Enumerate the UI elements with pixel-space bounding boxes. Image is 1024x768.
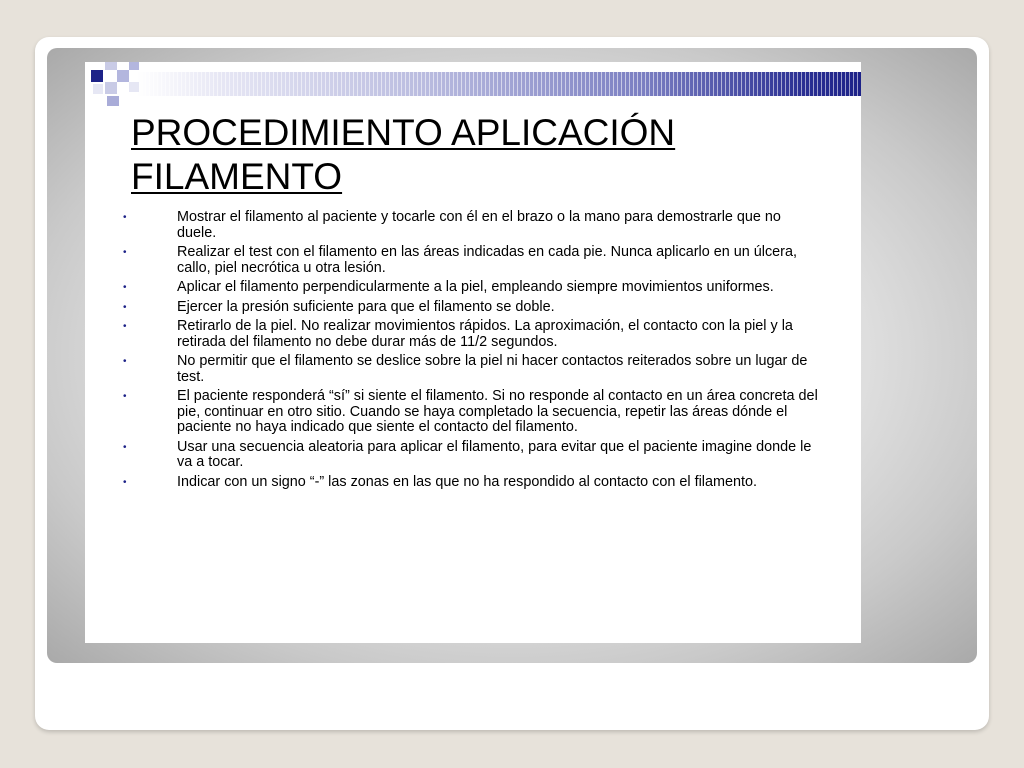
bullet-item	[121, 319, 821, 350]
bullet-icon: •	[123, 301, 127, 313]
bullet-text: Usar una secuencia aleatoria para aplicar el filamento, para evitar que el paciente imagine donde le va a tocar.	[177, 438, 812, 470]
bullet-item	[121, 354, 821, 385]
bullet-text: Indicar con un signo “-” las zonas en las que no ha respondido al contacto con el filamento.	[177, 473, 757, 490]
bullet-text: Realizar el test con el filamento en las áreas indicadas en cada pie. Nunca aplicarlo en un úlcera, callo, piel necrótica u otra lesión.	[177, 244, 797, 276]
bullet-item	[121, 210, 821, 241]
bullet-icon: •	[123, 441, 127, 453]
bullet-item	[121, 245, 821, 276]
bullet-item	[121, 440, 821, 471]
bullet-text: Retirarlo de la piel. No realizar movimientos rápidos. La aproximación, el contacto con la piel y la retirada del filamento no debe durar más de 11/2 segundos.	[177, 318, 793, 350]
bullet-icon: •	[123, 321, 127, 332]
bullet-text: Aplicar el filamento perpendicularmente a la piel, empleando siempre movimientos uniformes.	[177, 279, 774, 295]
bullet-icon: •	[123, 356, 127, 367]
header-band-lines	[137, 72, 861, 96]
bullet-item	[121, 475, 821, 491]
slide	[85, 62, 861, 643]
bullet-item	[121, 280, 821, 296]
bullet-icon: •	[123, 476, 127, 488]
bullet-icon: •	[123, 212, 127, 223]
bullet-icon: •	[123, 247, 127, 258]
bullet-text: El paciente responderá “sí” si siente el filamento. Si no responde al contacto en un área concreta del pie, continuar en otro sitio. Cuando se haya completado la secuencia, repetir las áreas dónde el paciente no haya indicado que siente el contacto del filamento.	[177, 388, 818, 435]
bullet-item	[121, 300, 821, 316]
bullet-icon: •	[123, 282, 127, 293]
bullet-item	[121, 389, 821, 436]
header-gradient-band	[137, 72, 861, 96]
bullet-icon: •	[123, 391, 127, 402]
slide-title-line1: PROCEDIMIENTO APLICACIÓN	[131, 112, 676, 153]
bullet-text: Ejercer la presión suficiente para que el filamento se doble.	[177, 298, 555, 315]
bullet-text: No permitir que el filamento se deslice sobre la piel ni hacer contactos reiterados sobre un lugar de test.	[177, 353, 808, 385]
bullet-list	[121, 210, 821, 494]
bullet-text: Mostrar el filamento al paciente y tocarle con él en el brazo o la mano para demostrarle que no duele.	[177, 209, 781, 241]
slide-title-line2: FILAMENTO	[131, 156, 343, 197]
slide-title	[131, 111, 831, 199]
